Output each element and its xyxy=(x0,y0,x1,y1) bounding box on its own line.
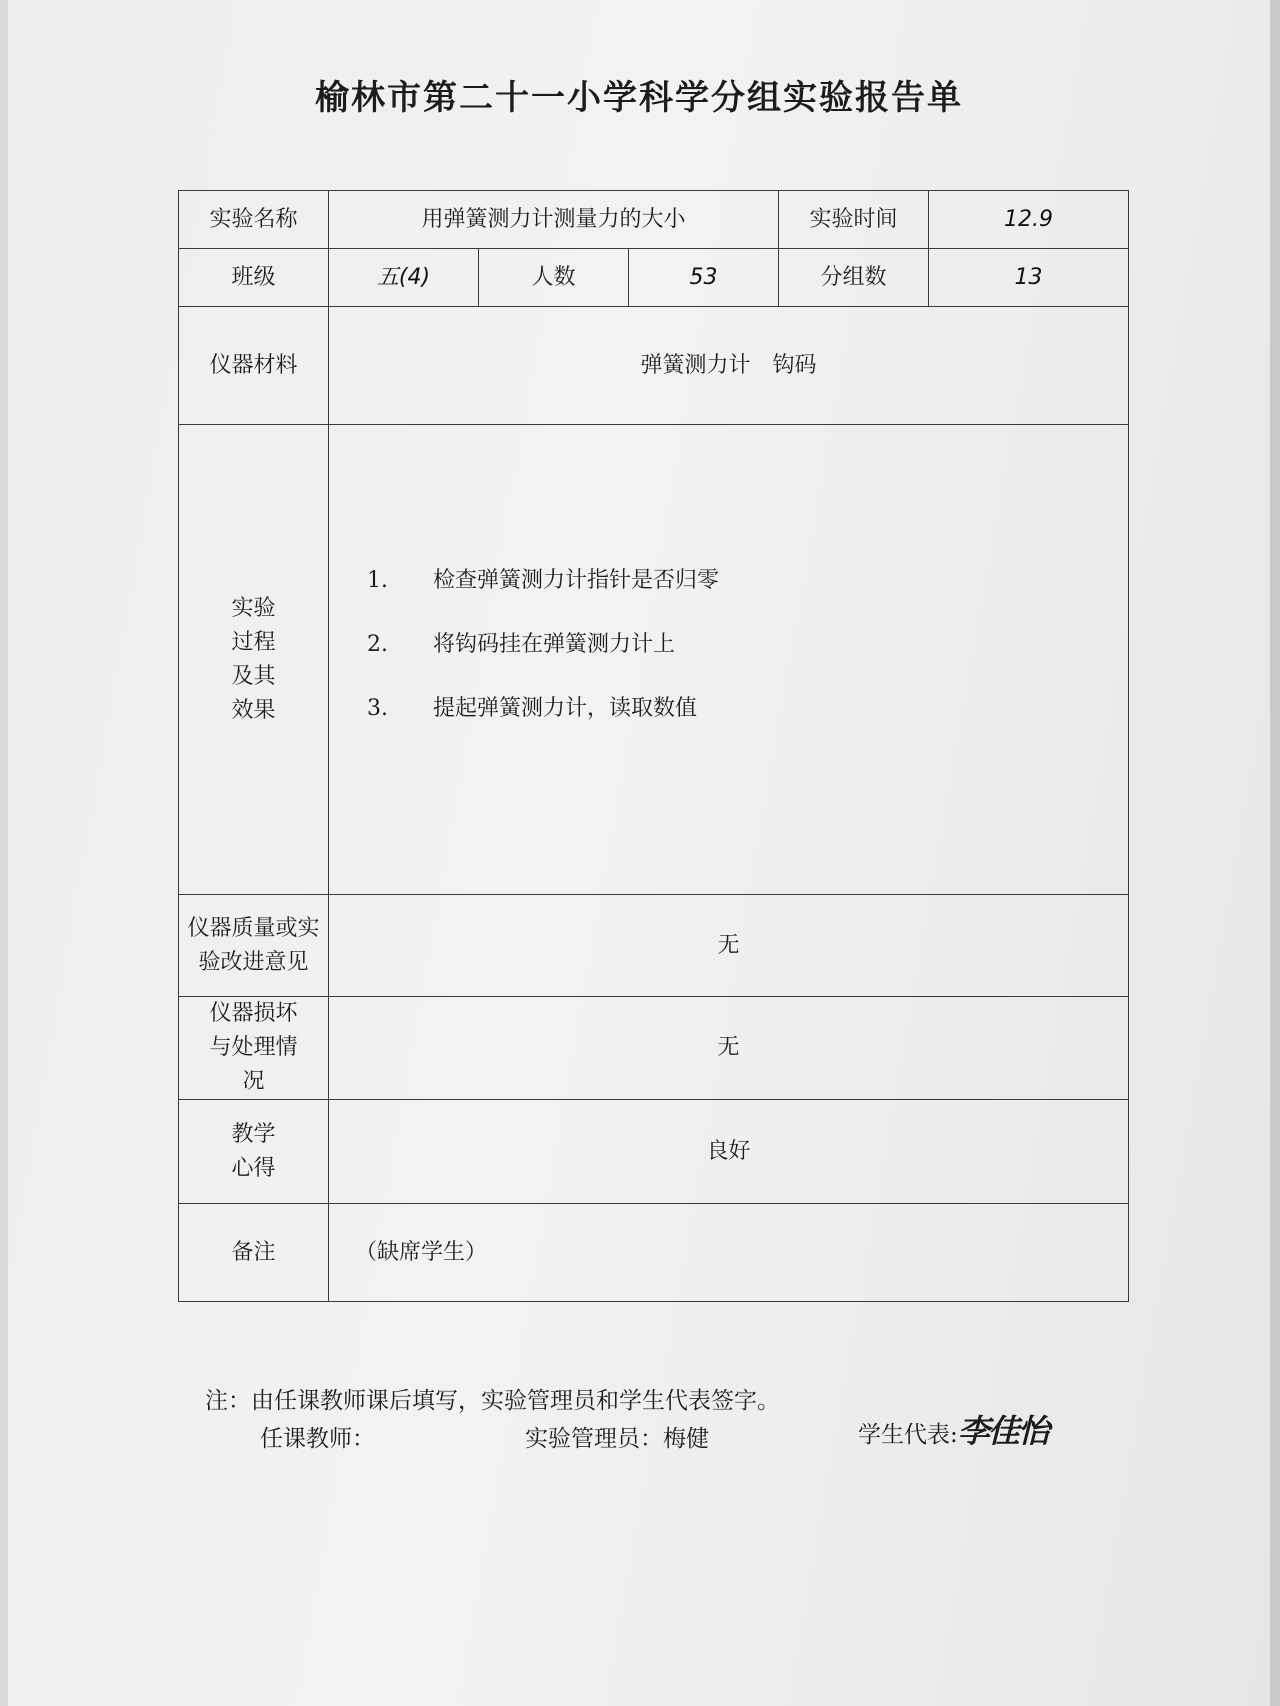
time-value: 12.9 xyxy=(929,191,1129,249)
process-steps xyxy=(329,425,1129,895)
materials-value: 弹簧测力计 钩码 xyxy=(329,307,1129,425)
row-class xyxy=(179,249,1129,307)
class-label: 班级 xyxy=(179,249,329,307)
teacher-signature-line xyxy=(260,1420,375,1453)
row-experiment-name xyxy=(179,191,1129,249)
admin-label: 实验管理员： xyxy=(525,1426,663,1452)
student-signature: 李佳怡 xyxy=(957,1412,1048,1450)
teacher-label: 任课教师： xyxy=(260,1426,375,1452)
step-item xyxy=(367,692,1122,726)
step-item xyxy=(367,564,1122,598)
desk-edge xyxy=(0,0,8,1706)
groups-label: 分组数 xyxy=(779,249,929,307)
time-label: 实验时间 xyxy=(779,191,929,249)
row-damage xyxy=(179,997,1129,1100)
page-title: 榆林市第二十一小学科学分组实验报告单 xyxy=(315,78,963,118)
step-number: 2. xyxy=(367,631,388,657)
step-number: 3. xyxy=(367,695,388,721)
admin-signature-line xyxy=(525,1420,709,1453)
admin-name: 梅健 xyxy=(663,1426,709,1452)
step-text: 检查弹簧测力计指针是否归零 xyxy=(433,567,720,593)
row-quality xyxy=(179,895,1129,997)
groups-value: 13 xyxy=(929,249,1129,307)
quality-label: 仪器质量或实验改进意见 xyxy=(179,895,329,997)
step-text: 将钩码挂在弹簧测力计上 xyxy=(433,631,676,657)
name-label: 实验名称 xyxy=(179,191,329,249)
row-reflection xyxy=(179,1100,1129,1204)
step-number: 1. xyxy=(367,567,388,593)
process-label: 实验过程及其效果 xyxy=(179,425,329,895)
student-label: 学生代表: xyxy=(858,1422,958,1448)
report-table xyxy=(178,190,1129,1302)
student-signature-line xyxy=(858,1406,1048,1452)
row-process xyxy=(179,425,1129,895)
reflection-label: 教学心得 xyxy=(179,1100,329,1204)
people-label: 人数 xyxy=(479,249,629,307)
reflection-value: 良好 xyxy=(329,1100,1129,1204)
row-remark xyxy=(179,1204,1129,1302)
damage-value: 无 xyxy=(329,997,1129,1100)
class-value: 五(4) xyxy=(329,249,479,307)
quality-value: 无 xyxy=(329,895,1129,997)
step-text: 提起弹簧测力计，读取数值 xyxy=(433,695,698,721)
remark-value: （缺席学生） xyxy=(329,1204,1129,1302)
name-value: 用弹簧测力计测量力的大小 xyxy=(329,191,779,249)
footer-note: 注：由任课教师课后填写，实验管理员和学生代表签字。 xyxy=(205,1388,780,1414)
remark-label: 备注 xyxy=(179,1204,329,1302)
row-materials xyxy=(179,307,1129,425)
step-item xyxy=(367,628,1122,662)
damage-label: 仪器损坏与处理情况 xyxy=(179,997,329,1100)
materials-label: 仪器材料 xyxy=(179,307,329,425)
people-value: 53 xyxy=(629,249,779,307)
